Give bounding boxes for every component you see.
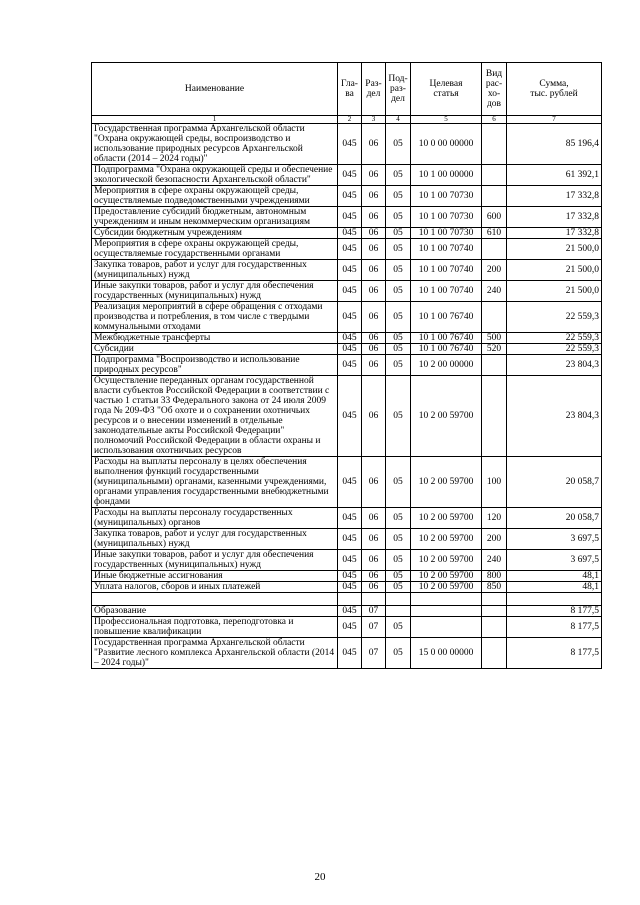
- row-razdel: 06: [362, 571, 386, 582]
- row-name: Государственная программа Архангельской области "Охрана окружающей среды, воспроизводство и использование природных ресурсов Архангельской области (2014 – 2024 годы)": [92, 124, 338, 165]
- table-row: [92, 550, 602, 571]
- row-summa: 8 177,5: [507, 638, 602, 669]
- row-glava: 045: [338, 457, 362, 508]
- row-summa: 17 332,8: [507, 186, 602, 207]
- row-razdel: 06: [362, 333, 386, 344]
- table-row: [92, 333, 602, 344]
- row-vid: [482, 302, 507, 333]
- row-name: Осуществление переданных органам государственной власти субъектов Российской Федерации в соответствии с частью 1 статьи 33 Федерального закона от 24 июля 2009 года № 209-ФЗ "Об охоте и о сохранении охотничьих ресурсов и о внесении изменений в отдельные законодательные акты Российской Федерации" полномочий Российской Федерации в области охраны и использования охотничьих ресурсов: [92, 376, 338, 457]
- table-row: [92, 165, 602, 186]
- table-body: [92, 124, 602, 669]
- row-razdel: 06: [362, 550, 386, 571]
- row-glava: 045: [338, 376, 362, 457]
- row-podrazdel: 05: [386, 207, 411, 228]
- row-summa: 17 332,8: [507, 207, 602, 228]
- row-razdel: 06: [362, 124, 386, 165]
- row-summa: 22 559,3: [507, 302, 602, 333]
- row-celevaya: 10 1 00 00000: [411, 165, 482, 186]
- row-podrazdel: 05: [386, 571, 411, 582]
- row-razdel: 07: [362, 617, 386, 638]
- row-vid: 610: [482, 228, 507, 239]
- row-summa: 48,1: [507, 582, 602, 593]
- row-name: [92, 593, 338, 606]
- row-glava: 045: [338, 281, 362, 302]
- row-celevaya: 10 1 00 70730: [411, 186, 482, 207]
- column-number: 1: [92, 116, 338, 124]
- row-celevaya: 10 1 00 70730: [411, 207, 482, 228]
- row-razdel: 06: [362, 186, 386, 207]
- row-summa: 23 804,3: [507, 376, 602, 457]
- row-vid: [482, 124, 507, 165]
- row-razdel: 06: [362, 582, 386, 593]
- row-summa: 21 500,0: [507, 260, 602, 281]
- row-celevaya: 10 1 00 76740: [411, 302, 482, 333]
- row-vid: 100: [482, 457, 507, 508]
- row-vid: [482, 638, 507, 669]
- row-podrazdel: 05: [386, 508, 411, 529]
- row-podrazdel: 05: [386, 529, 411, 550]
- row-name: Мероприятия в сфере охраны окружающей среды, осуществляемые государственными органами: [92, 239, 338, 260]
- row-vid: [482, 165, 507, 186]
- row-razdel: 06: [362, 344, 386, 355]
- column-number: 7: [507, 116, 602, 124]
- row-celevaya: [411, 617, 482, 638]
- row-summa: 8 177,5: [507, 606, 602, 617]
- row-podrazdel: 05: [386, 582, 411, 593]
- row-razdel: 07: [362, 638, 386, 669]
- table-row: [92, 508, 602, 529]
- table-row: [92, 457, 602, 508]
- column-number: 6: [482, 116, 507, 124]
- row-name: Уплата налогов, сборов и иных платежей: [92, 582, 338, 593]
- row-vid: 600: [482, 207, 507, 228]
- table-row: [92, 124, 602, 165]
- table-row: [92, 617, 602, 638]
- row-name: Мероприятия в сфере охраны окружающей среды, осуществляемые подведомственными учреждениями: [92, 186, 338, 207]
- row-name: Закупка товаров, работ и услуг для государственных (муниципальных) нужд: [92, 529, 338, 550]
- row-podrazdel: [386, 606, 411, 617]
- row-podrazdel: 05: [386, 302, 411, 333]
- row-celevaya: 10 0 00 00000: [411, 124, 482, 165]
- table-row: [92, 606, 602, 617]
- row-vid: [482, 239, 507, 260]
- header-summa: Сумма, тыс. рублей: [507, 63, 602, 116]
- row-glava: 045: [338, 508, 362, 529]
- row-vid: [482, 355, 507, 376]
- header-razdel: Раз- дел: [362, 63, 386, 116]
- row-glava: 045: [338, 606, 362, 617]
- row-summa: 22 559,3: [507, 344, 602, 355]
- row-podrazdel: 05: [386, 186, 411, 207]
- table-row: [92, 239, 602, 260]
- table-row: [92, 593, 602, 606]
- header-glava: Гла- ва: [338, 63, 362, 116]
- row-name: Государственная программа Архангельской области "Развитие лесного комплекса Архангельской области (2014 – 2024 годы)": [92, 638, 338, 669]
- row-glava: 045: [338, 582, 362, 593]
- row-name: Подпрограмма "Воспроизводство и использование природных ресурсов": [92, 355, 338, 376]
- row-summa: 21 500,0: [507, 281, 602, 302]
- row-podrazdel: 05: [386, 165, 411, 186]
- row-podrazdel: [386, 593, 411, 606]
- row-name: Образование: [92, 606, 338, 617]
- page-number: 20: [314, 871, 326, 883]
- row-summa: 17 332,8: [507, 228, 602, 239]
- row-razdel: [362, 593, 386, 606]
- row-podrazdel: 05: [386, 260, 411, 281]
- row-razdel: 06: [362, 281, 386, 302]
- row-celevaya: 10 1 00 76740: [411, 333, 482, 344]
- row-celevaya: 15 0 00 00000: [411, 638, 482, 669]
- table-row: [92, 228, 602, 239]
- row-podrazdel: 05: [386, 239, 411, 260]
- row-celevaya: 10 2 00 59700: [411, 550, 482, 571]
- row-podrazdel: 05: [386, 355, 411, 376]
- row-podrazdel: 05: [386, 376, 411, 457]
- row-celevaya: 10 2 00 59700: [411, 508, 482, 529]
- row-name: Межбюджетные трансферты: [92, 333, 338, 344]
- row-name: Иные бюджетные ассигнования: [92, 571, 338, 582]
- row-glava: 045: [338, 355, 362, 376]
- row-podrazdel: 05: [386, 638, 411, 669]
- row-razdel: 06: [362, 207, 386, 228]
- row-summa: 48,1: [507, 571, 602, 582]
- row-glava: 045: [338, 302, 362, 333]
- budget-table: [91, 62, 602, 669]
- row-celevaya: 10 2 00 59700: [411, 582, 482, 593]
- row-celevaya: 10 2 00 59700: [411, 571, 482, 582]
- row-celevaya: [411, 593, 482, 606]
- column-number: 2: [338, 116, 362, 124]
- row-glava: 045: [338, 617, 362, 638]
- row-vid: 520: [482, 344, 507, 355]
- row-vid: 200: [482, 529, 507, 550]
- row-glava: 045: [338, 228, 362, 239]
- column-number-row: [92, 116, 602, 124]
- row-podrazdel: 05: [386, 617, 411, 638]
- row-name: Расходы на выплаты персоналу в целях обеспечения выполнения функций государственными (муниципальными) органами, казенными учреждениями, органами управления государственными внебюджетными фондами: [92, 457, 338, 508]
- row-summa: 3 697,5: [507, 550, 602, 571]
- table-row: [92, 344, 602, 355]
- table-row: [92, 260, 602, 281]
- row-summa: [507, 593, 602, 606]
- row-summa: 20 058,7: [507, 508, 602, 529]
- row-vid: [482, 606, 507, 617]
- row-summa: 8 177,5: [507, 617, 602, 638]
- row-razdel: 06: [362, 376, 386, 457]
- table-row: [92, 376, 602, 457]
- row-razdel: 06: [362, 302, 386, 333]
- row-summa: 3 697,5: [507, 529, 602, 550]
- row-podrazdel: 05: [386, 228, 411, 239]
- row-vid: 850: [482, 582, 507, 593]
- row-podrazdel: 05: [386, 124, 411, 165]
- row-name: Предоставление субсидий бюджетным, автономным учреждениям и иным некоммерческим организациям: [92, 207, 338, 228]
- table-row: [92, 186, 602, 207]
- row-vid: 500: [482, 333, 507, 344]
- row-vid: 120: [482, 508, 507, 529]
- row-glava: 045: [338, 529, 362, 550]
- row-name: Иные закупки товаров, работ и услуг для обеспечения государственных (муниципальных) нужд: [92, 550, 338, 571]
- header-vid: Вид рас- хо- дов: [482, 63, 507, 116]
- header-celevaya: Целевая статья: [411, 63, 482, 116]
- row-razdel: 06: [362, 508, 386, 529]
- row-podrazdel: 05: [386, 333, 411, 344]
- row-name: Профессиональная подготовка, переподготовка и повышение квалификации: [92, 617, 338, 638]
- row-glava: 045: [338, 165, 362, 186]
- row-glava: 045: [338, 638, 362, 669]
- row-summa: 20 058,7: [507, 457, 602, 508]
- row-summa: 23 804,3: [507, 355, 602, 376]
- row-summa: 21 500,0: [507, 239, 602, 260]
- row-glava: 045: [338, 333, 362, 344]
- row-glava: 045: [338, 186, 362, 207]
- row-name: Субсидии: [92, 344, 338, 355]
- row-vid: 240: [482, 281, 507, 302]
- row-name: Расходы на выплаты персоналу государственных (муниципальных) органов: [92, 508, 338, 529]
- row-name: Закупка товаров, работ и услуг для государственных (муниципальных) нужд: [92, 260, 338, 281]
- table-row: [92, 281, 602, 302]
- column-number: 3: [362, 116, 386, 124]
- row-glava: [338, 593, 362, 606]
- row-celevaya: [411, 606, 482, 617]
- row-glava: 045: [338, 239, 362, 260]
- row-glava: 045: [338, 344, 362, 355]
- row-vid: [482, 376, 507, 457]
- row-vid: 240: [482, 550, 507, 571]
- header-podrazdel: Под- раз- дел: [386, 63, 411, 116]
- row-podrazdel: 05: [386, 281, 411, 302]
- row-razdel: 06: [362, 165, 386, 186]
- row-name: Реализация мероприятий в сфере обращения с отходами производства и потребления, в том числе с твердыми коммунальными отходами: [92, 302, 338, 333]
- row-vid: [482, 186, 507, 207]
- row-glava: 045: [338, 260, 362, 281]
- row-razdel: 06: [362, 228, 386, 239]
- table-header-row: [92, 63, 602, 116]
- row-summa: 61 392,1: [507, 165, 602, 186]
- row-vid: [482, 593, 507, 606]
- row-name: Подпрограмма "Охрана окружающей среды и обеспечение экологической безопасности Архангельской области": [92, 165, 338, 186]
- row-celevaya: 10 1 00 70730: [411, 228, 482, 239]
- row-celevaya: 10 2 00 59700: [411, 376, 482, 457]
- row-razdel: 06: [362, 355, 386, 376]
- row-celevaya: 10 2 00 00000: [411, 355, 482, 376]
- row-celevaya: 10 1 00 76740: [411, 344, 482, 355]
- row-glava: 045: [338, 571, 362, 582]
- header-name: Наименование: [92, 63, 338, 116]
- row-summa: 22 559,3: [507, 333, 602, 344]
- row-razdel: 07: [362, 606, 386, 617]
- row-podrazdel: 05: [386, 344, 411, 355]
- row-name: Субсидии бюджетным учреждениям: [92, 228, 338, 239]
- row-razdel: 06: [362, 260, 386, 281]
- table-row: [92, 529, 602, 550]
- table-row: [92, 207, 602, 228]
- row-podrazdel: 05: [386, 550, 411, 571]
- column-number: 4: [386, 116, 411, 124]
- row-celevaya: 10 1 00 70740: [411, 281, 482, 302]
- row-glava: 045: [338, 124, 362, 165]
- row-celevaya: 10 1 00 70740: [411, 260, 482, 281]
- row-vid: 200: [482, 260, 507, 281]
- table-row: [92, 582, 602, 593]
- row-vid: [482, 617, 507, 638]
- row-celevaya: 10 2 00 59700: [411, 529, 482, 550]
- row-glava: 045: [338, 207, 362, 228]
- row-razdel: 06: [362, 457, 386, 508]
- row-name: Иные закупки товаров, работ и услуг для обеспечения государственных (муниципальных) нужд: [92, 281, 338, 302]
- table-row: [92, 355, 602, 376]
- table-row: [92, 571, 602, 582]
- table-row: [92, 638, 602, 669]
- row-glava: 045: [338, 550, 362, 571]
- row-razdel: 06: [362, 239, 386, 260]
- row-razdel: 06: [362, 529, 386, 550]
- row-podrazdel: 05: [386, 457, 411, 508]
- row-summa: 85 196,4: [507, 124, 602, 165]
- table-row: [92, 302, 602, 333]
- row-vid: 800: [482, 571, 507, 582]
- row-celevaya: 10 2 00 59700: [411, 457, 482, 508]
- column-number: 5: [411, 116, 482, 124]
- row-celevaya: 10 1 00 70740: [411, 239, 482, 260]
